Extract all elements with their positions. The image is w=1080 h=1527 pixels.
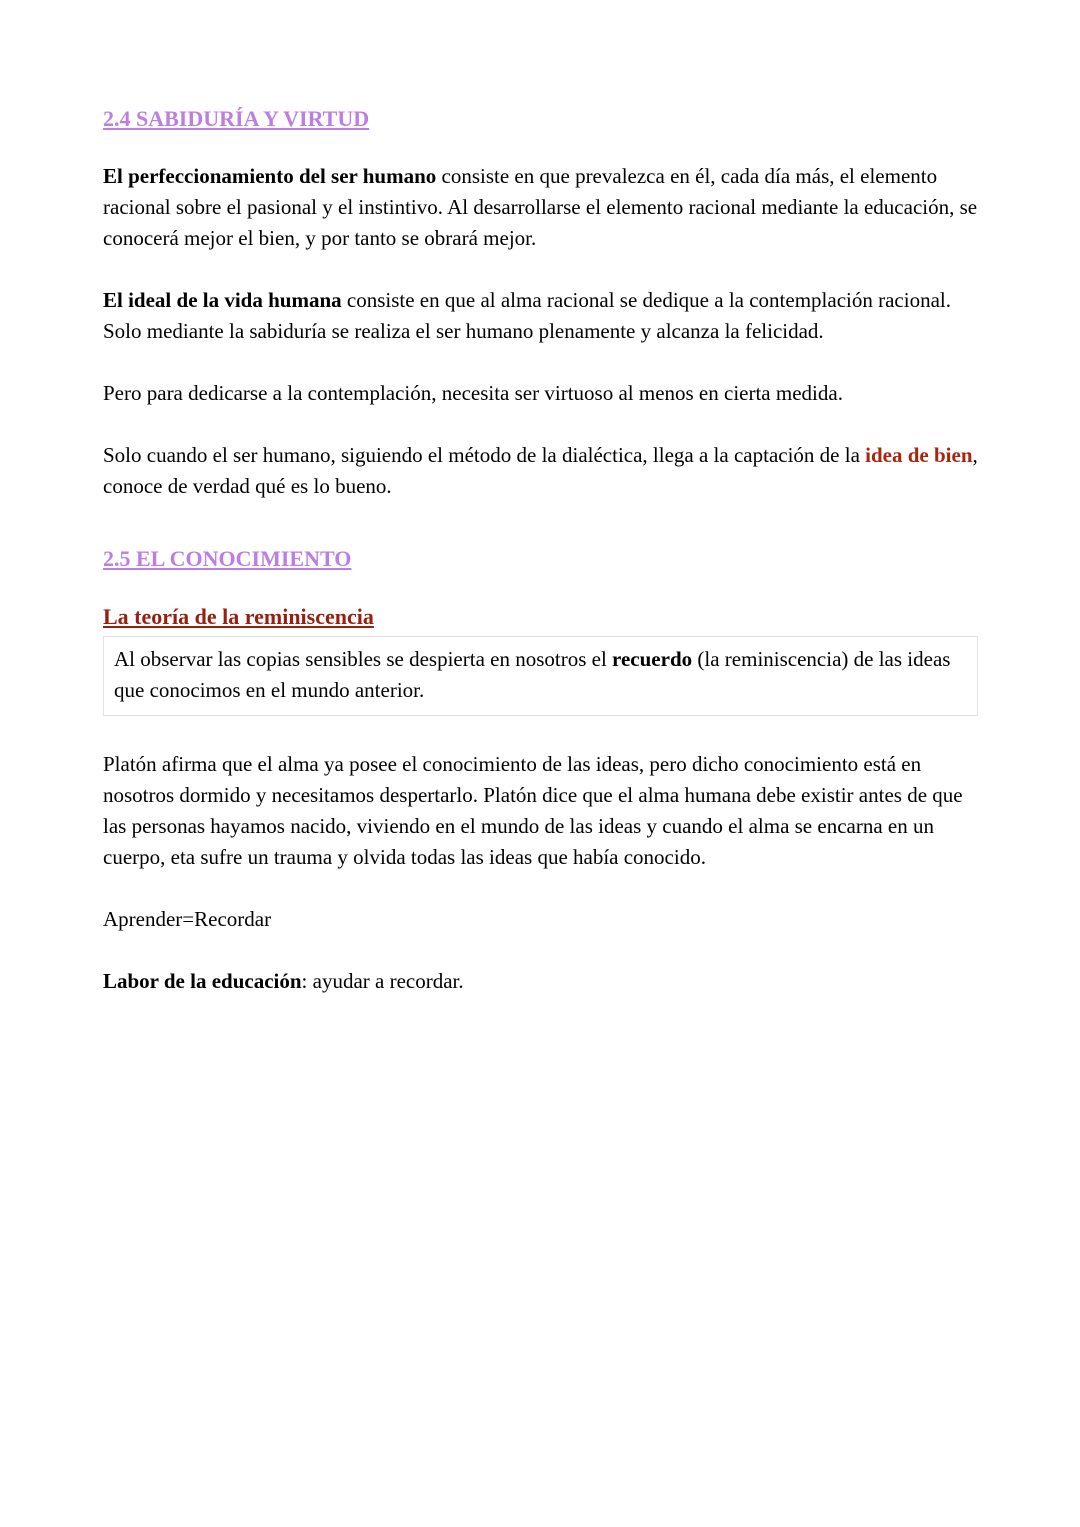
paragraph-ideal-vida <box>103 285 980 347</box>
bold-recuerdo: recuerdo <box>612 647 693 671</box>
paragraph-perfeccionamiento-text: consiste en que prevalezca en él, cada día más, el elemento racional sobre el pasional y el instintivo. Al desarrollarse el elemento racional mediante la educación, se conocerá mejor el bien, y por tanto se obrará mejor. <box>103 164 978 250</box>
paragraph-idea-de-bien <box>103 440 980 502</box>
paragraph-perfeccionamiento <box>103 161 980 254</box>
paragraph-contemplacion <box>103 378 980 409</box>
paragraph-labor-educacion <box>103 966 980 997</box>
line-aprender-recordar <box>103 904 980 935</box>
section-heading-sabiduria-y-virtud: 2.4 SABIDURÍA Y VIRTUD <box>103 106 370 131</box>
paragraph-idea-de-bien-post: , conoce de verdad qué es lo bueno. <box>103 443 978 498</box>
callout-text-pre: Al observar las copias sensibles se despierta en nosotros el <box>114 647 613 671</box>
section-heading-el-conocimiento: 2.5 EL CONOCIMIENTO <box>103 546 352 571</box>
callout-text <box>114 644 965 706</box>
paragraph-platon-alma <box>103 749 980 873</box>
paragraph-labor-educacion-text: : ayudar a recordar. <box>301 969 464 993</box>
bold-lead-perfeccionamiento: El perfeccionamiento del ser humano <box>103 164 437 188</box>
line-aprender-recordar-text: Aprender=Recordar <box>103 907 272 931</box>
paragraph-platon-alma-text: Platón afirma que el alma ya posee el conocimiento de las ideas, pero dicho conocimiento está en nosotros dormido y necesitamos despertarlo. Platón dice que el alma humana debe existir antes de que las personas hayamos nacido, viviendo en el mundo de las ideas y cuando el alma se encarna en un cuerpo, eta sufre un trauma y olvida todas las ideas que había conocido. <box>103 752 963 869</box>
callout-text-post: (la reminiscencia) de las ideas que conocimos en el mundo anterior. <box>114 647 951 702</box>
paragraph-ideal-vida-text: consiste en que al alma racional se dedique a la contemplación racional. Solo mediante la sabiduría se realiza el ser humano plenamente y alcanza la felicidad. <box>103 288 951 343</box>
callout-box-reminiscencia <box>103 636 978 716</box>
paragraph-idea-de-bien-pre: Solo cuando el ser humano, siguiendo el método de la dialéctica, llega a la captación de la <box>103 443 866 467</box>
document-content <box>103 103 980 997</box>
subheading-teoria-reminiscencia: La teoría de la reminiscencia <box>103 604 374 629</box>
highlight-idea-de-bien: idea de bien <box>865 443 973 467</box>
bold-lead-labor-educacion: Labor de la educación <box>103 969 302 993</box>
paragraph-contemplacion-text: Pero para dedicarse a la contemplación, necesita ser virtuoso al menos en cierta medida. <box>103 381 843 405</box>
bold-lead-ideal-vida: El ideal de la vida humana <box>103 288 342 312</box>
